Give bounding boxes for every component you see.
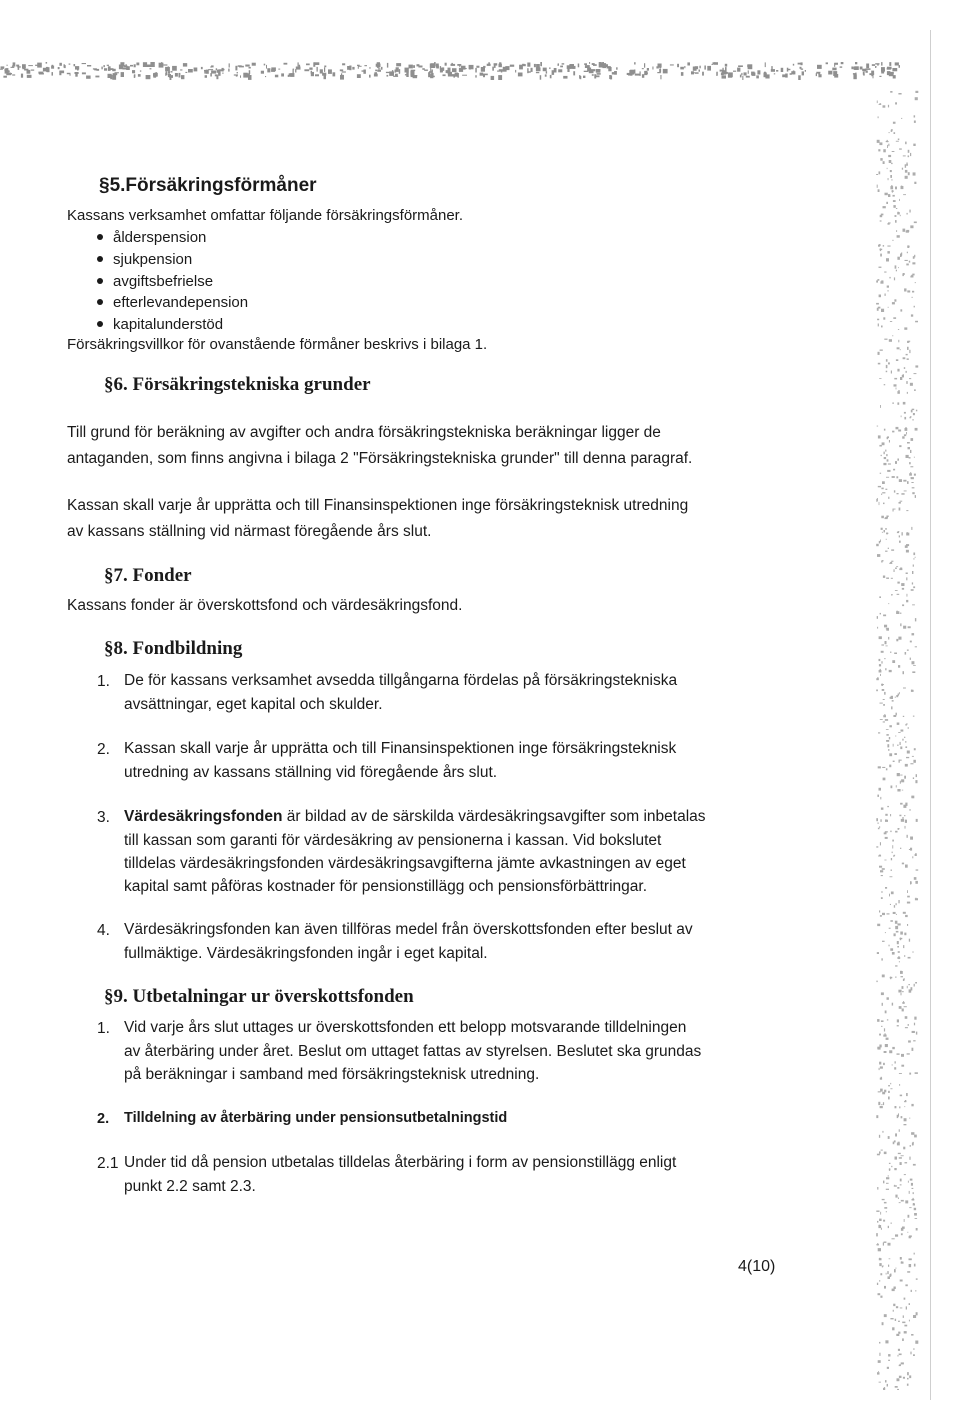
s8-item-4-line-1: Värdesäkringsfonden kan även tillföras medel från överskottsfonden efter beslut av <box>124 921 693 938</box>
s8-item-4-line-2: fullmäktige. Värdesäkringsfonden ingår i eget kapital. <box>124 945 488 962</box>
heading-s5: §5.Försäkringsförmåner <box>99 175 317 196</box>
s9-item-number: 1. <box>97 1020 110 1037</box>
s8-item-2-line-1: Kassan skall varje år upprätta och till Finansinspektionen inge försäkringsteknisk <box>124 740 677 757</box>
s8-item-3-line-1: Värdesäkringsfonden är bildad av de särskilda värdesäkringsavgifter som inbetalas <box>124 808 706 825</box>
s8-item-2-line-2: utredning av kassans ställning vid föregående års slut. <box>124 764 498 781</box>
page-number: 4(10) <box>738 1258 776 1275</box>
bullet-icon <box>97 256 103 262</box>
s6-paragraph-2-line-2: av kassans ställning vid närmast föregående års slut. <box>67 523 432 540</box>
s9-item-1-line-2: av återbäring under året. Beslut om uttaget fattas av styrelsen. Beslutet ska grundas <box>124 1043 702 1060</box>
s9-item-number: 2. <box>97 1111 110 1127</box>
s6-paragraph-1-line-1: Till grund för beräkning av avgifter och andra försäkringstekniska beräkningar ligger de <box>67 424 661 441</box>
s8-item-1-line-1: De för kassans verksamhet avsedda tillgångarna fördelas på försäkringstekniska <box>124 672 678 689</box>
scan-noise-top <box>0 58 900 80</box>
bullet-icon <box>97 321 103 327</box>
bullet-icon <box>97 234 103 240</box>
s8-item-1-line-2: avsättningar, eget kapital och skulder. <box>124 696 383 713</box>
heading-s8: §8. Fondbildning <box>104 638 243 659</box>
bullet-icon <box>97 278 103 284</box>
s5-bullet: ålderspension <box>97 227 206 249</box>
heading-s9: §9. Utbetalningar ur överskottsfonden <box>104 986 414 1007</box>
s6-paragraph-1-line-2: antaganden, som finns angivna i bilaga 2 "Försäkringstekniska grunder" till denna paragraf. <box>67 450 693 467</box>
s9-item-2-text: Tilldelning av återbäring under pensionsutbetalningstid <box>124 1110 508 1126</box>
bullet-icon <box>97 299 103 305</box>
s9-item-1-line-3: på beräkningar i samband med försäkringsteknisk utredning. <box>124 1066 540 1083</box>
s5-intro: Kassans verksamhet omfattar följande försäkringsförmåner. <box>67 207 464 224</box>
s6-paragraph-2-line-1: Kassan skall varje år upprätta och till Finansinspektionen inge försäkringsteknisk utredning <box>67 497 689 514</box>
s9-item-number: 2.1 <box>97 1155 119 1172</box>
s5-bullet: kapitalunderstöd <box>97 314 223 336</box>
s5-outro: Försäkringsvillkor för ovanstående förmåner beskrivs i bilaga 1. <box>67 336 488 353</box>
s8-item-number: 1. <box>97 673 110 690</box>
s8-item-3-line-4: kapital samt påföras kostnader för pensionstillägg och pensionsförbättringar. <box>124 878 647 895</box>
heading-s6: §6. Försäkringstekniska grunder <box>104 374 371 395</box>
s9-item-2-1-line-1: Under tid då pension utbetalas tilldelas återbäring i form av pensionstillägg enligt <box>124 1154 677 1171</box>
s9-item-1-line-1: Vid varje års slut uttages ur överskottsfonden ett belopp motsvarande tilldelningen <box>124 1019 687 1036</box>
s8-item-number: 2. <box>97 741 110 758</box>
s8-item-3-line-2: till kassan som garanti för värdesäkring av pensionerna i kassan. Vid bokslutet <box>124 832 662 849</box>
s8-item-number: 3. <box>97 809 110 826</box>
s7-text: Kassans fonder är överskottsfond och värdesäkringsfond. <box>67 597 463 614</box>
scan-noise-right <box>866 90 940 1390</box>
s5-bullet: sjukpension <box>97 249 192 271</box>
s8-item-3-line-3: tilldelas värdesäkringsfonden värdesäkringsavgifterna jämte avkastningen av eget <box>124 855 686 872</box>
s8-item-number: 4. <box>97 922 110 939</box>
scan-edge-line <box>930 30 931 1400</box>
heading-s7: §7. Fonder <box>104 565 192 586</box>
s5-bullet: avgiftsbefrielse <box>97 271 213 293</box>
s5-bullet: efterlevandepension <box>97 292 248 314</box>
bold-lead: Värdesäkringsfonden <box>124 808 283 825</box>
s9-item-2-1-line-2: punkt 2.2 samt 2.3. <box>124 1178 256 1195</box>
